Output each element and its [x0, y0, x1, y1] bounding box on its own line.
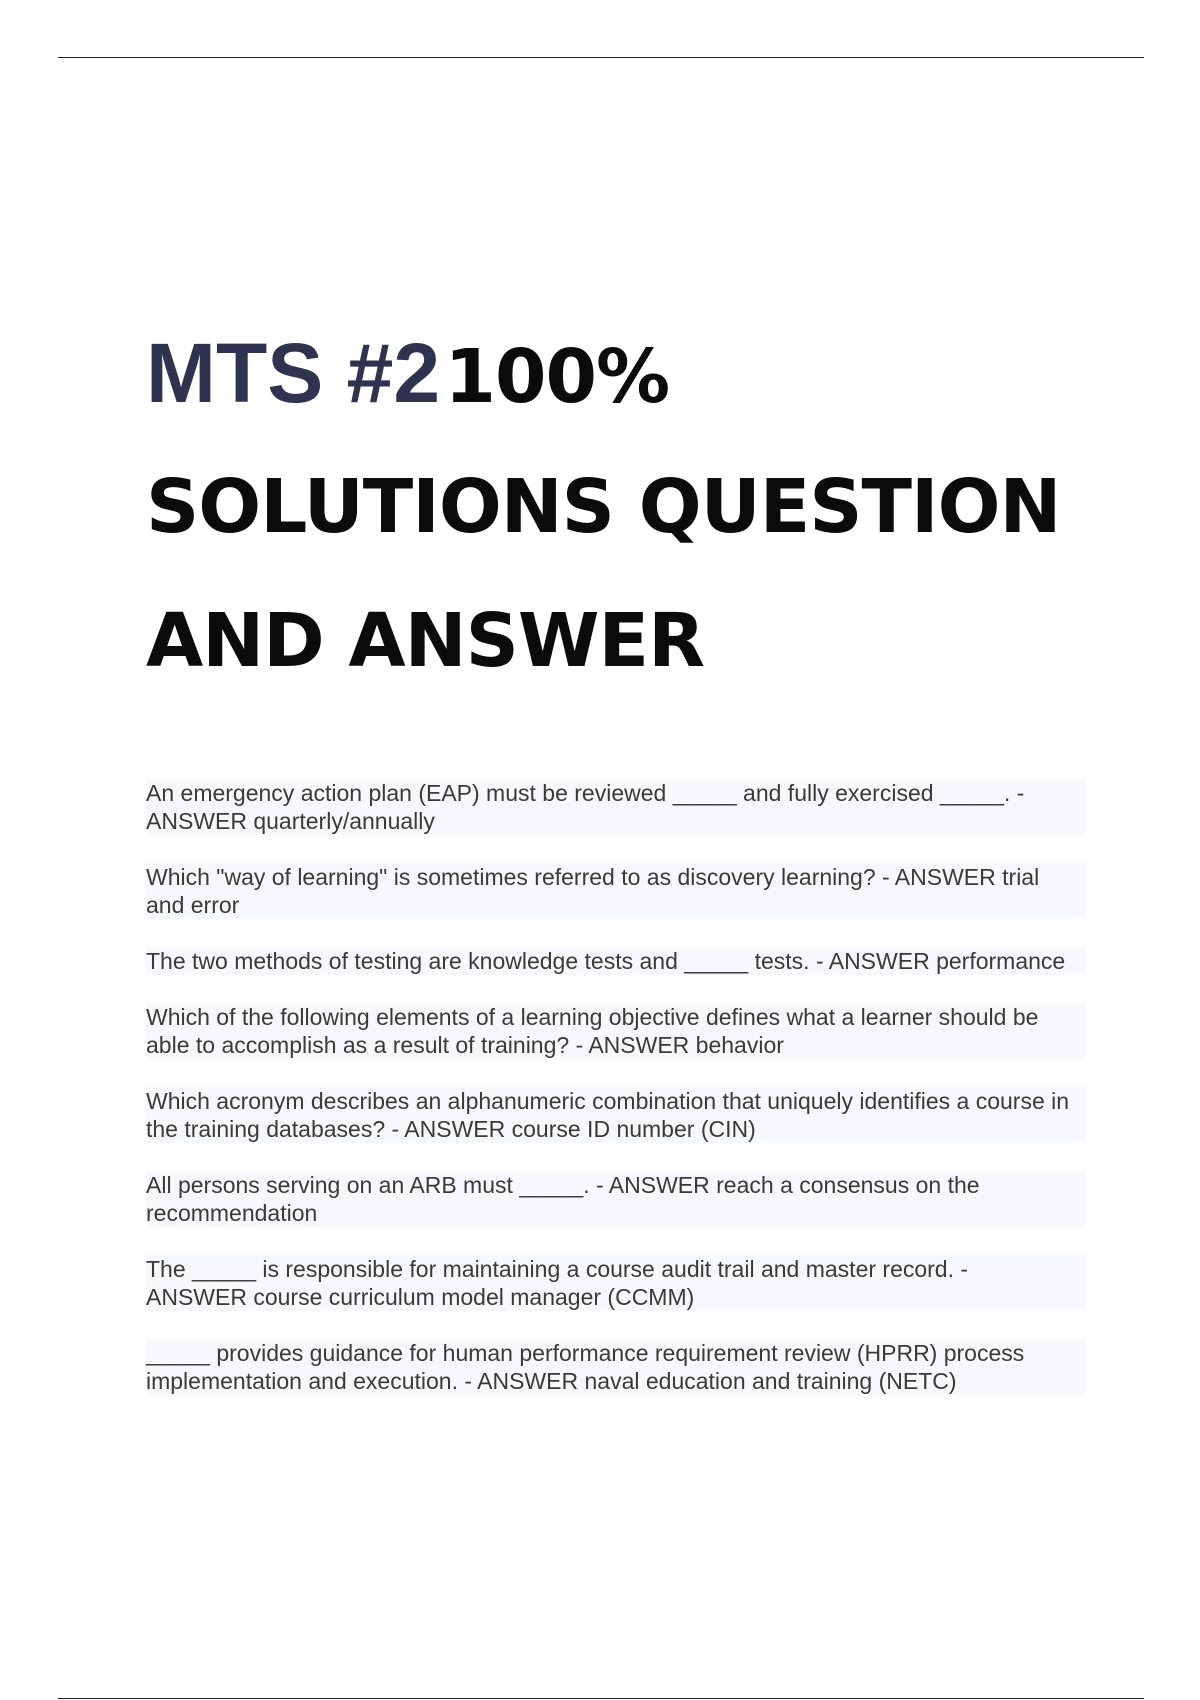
- title-line-2-text: SOLUTIONS QUESTION: [146, 464, 1061, 550]
- qa-list: [146, 779, 1086, 1423]
- header-rule: [58, 57, 1144, 58]
- qa-item: An emergency action plan (EAP) must be reviewed _____ and fully exercised _____. - ANSWER quarterly/annually: [146, 779, 1086, 835]
- qa-item: _____ provides guidance for human performance requirement review (HPRR) process implementation and execution. - ANSWER naval education and training (NETC): [146, 1339, 1086, 1395]
- title-line-3-text: AND ANSWER: [146, 598, 705, 684]
- qa-item: The _____ is responsible for maintaining a course audit trail and master record. - ANSWER course curriculum model manager (CCMM): [146, 1255, 1086, 1311]
- footer-rule: [58, 1698, 1144, 1699]
- qa-item: The two methods of testing are knowledge tests and _____ tests. - ANSWER performance: [146, 947, 1086, 975]
- title-lead: MTS #2: [146, 326, 441, 420]
- title-line-1-rest: 100%: [444, 334, 670, 420]
- title-line-2: [146, 440, 1146, 574]
- title-line-3: [146, 574, 1146, 708]
- qa-item: All persons serving on an ARB must _____. - ANSWER reach a consensus on the recommendation: [146, 1171, 1086, 1227]
- document-title: [146, 306, 1146, 708]
- title-line-1: [146, 306, 1146, 440]
- qa-item: Which of the following elements of a learning objective defines what a learner should be able to accomplish as a result of training? - ANSWER behavior: [146, 1003, 1086, 1059]
- qa-item: Which acronym describes an alphanumeric combination that uniquely identifies a course in the training databases? - ANSWER course ID number (CIN): [146, 1087, 1086, 1143]
- qa-item: Which "way of learning" is sometimes referred to as discovery learning? - ANSWER trial and error: [146, 863, 1086, 919]
